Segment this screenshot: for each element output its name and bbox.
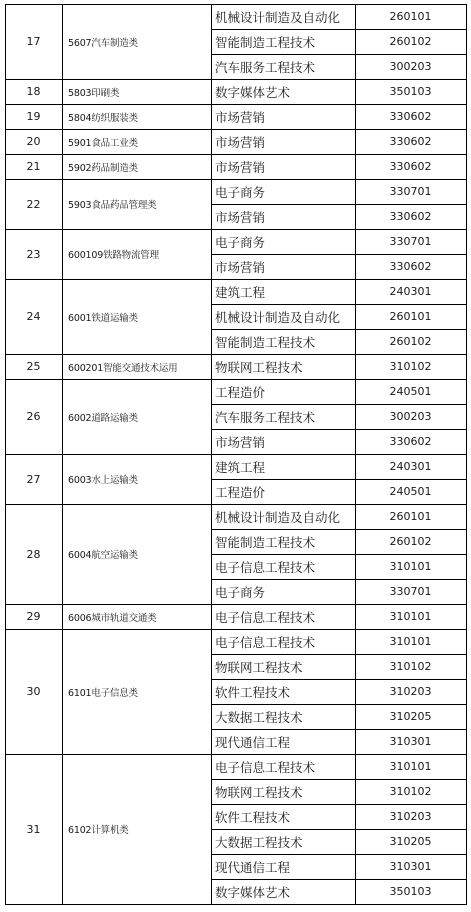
category-name: 600109铁路物流管理 <box>68 250 159 261</box>
major-code: 330602 <box>389 210 432 223</box>
table-bottom-border <box>5 904 467 905</box>
row-number: 31 <box>26 822 41 836</box>
row-number: 21 <box>26 160 41 173</box>
major-name: 机械设计制造及自动化 <box>215 309 341 325</box>
major-code: 300203 <box>389 60 432 73</box>
major-name: 汽车服务工程技术 <box>215 409 316 425</box>
column-divider <box>466 4 467 905</box>
group-divider <box>5 129 467 130</box>
major-code: 350103 <box>389 885 432 898</box>
major-name: 电子信息工程技术 <box>215 559 316 575</box>
category-name: 5803印刷类 <box>68 87 120 99</box>
major-name: 现代通信工程 <box>215 859 291 875</box>
major-code: 330701 <box>389 185 432 198</box>
major-name: 智能制造工程技术 <box>215 34 316 50</box>
row-divider <box>211 254 467 255</box>
category-name: 6101电子信息类 <box>68 687 138 699</box>
row-divider <box>211 479 467 480</box>
row-divider <box>211 779 467 780</box>
major-code: 260101 <box>389 310 432 323</box>
major-code: 330701 <box>389 235 432 248</box>
category-name: 5607汽车制造类 <box>68 37 138 49</box>
major-code: 310101 <box>389 610 432 623</box>
major-code: 310205 <box>389 710 432 723</box>
major-name: 软件工程技术 <box>215 809 291 825</box>
group-divider <box>5 229 467 230</box>
major-code: 330602 <box>389 160 432 173</box>
major-name: 市场营销 <box>215 109 266 125</box>
row-divider <box>211 429 467 430</box>
group-divider <box>5 4 467 5</box>
major-name: 市场营销 <box>215 209 266 225</box>
major-name: 物联网工程技术 <box>215 659 303 675</box>
major-code: 240501 <box>389 485 432 498</box>
category-name: 600201智能交通技术运用 <box>68 362 178 374</box>
row-divider <box>211 404 467 405</box>
group-divider <box>5 454 467 455</box>
group-divider <box>5 629 467 630</box>
category-name: 6102计算机类 <box>68 825 129 836</box>
column-divider <box>211 4 212 905</box>
row-divider <box>211 804 467 805</box>
row-number: 19 <box>26 110 41 123</box>
row-number: 22 <box>26 197 41 211</box>
category-name: 5804纺织服装类 <box>68 112 138 124</box>
major-code: 330602 <box>389 435 432 448</box>
major-name: 数字媒体艺术 <box>215 884 291 900</box>
major-code: 310203 <box>389 685 432 698</box>
major-code: 260101 <box>389 510 432 523</box>
group-divider <box>5 79 467 80</box>
row-divider <box>211 654 467 655</box>
group-divider <box>5 104 467 105</box>
major-code: 260101 <box>389 10 432 23</box>
column-divider <box>355 4 356 905</box>
row-number: 28 <box>26 547 41 561</box>
major-code: 260102 <box>389 35 432 48</box>
major-name: 智能制造工程技术 <box>215 334 316 350</box>
major-name: 市场营销 <box>215 134 266 150</box>
column-divider <box>62 4 63 905</box>
group-divider <box>5 504 467 505</box>
category-name: 6006城市轨道交通类 <box>68 612 157 624</box>
major-name: 电子信息工程技术 <box>215 759 316 775</box>
major-code: 310203 <box>389 810 432 823</box>
category-name: 6004航空运输类 <box>68 550 138 561</box>
major-name: 汽车服务工程技术 <box>215 59 316 75</box>
row-number: 20 <box>26 135 41 148</box>
major-name: 市场营销 <box>215 159 266 175</box>
row-divider <box>211 329 467 330</box>
major-code: 310102 <box>389 360 432 373</box>
group-divider <box>5 604 467 605</box>
major-name: 物联网工程技术 <box>215 359 303 375</box>
major-name: 大数据工程技术 <box>215 834 303 850</box>
major-name: 电子信息工程技术 <box>215 609 316 625</box>
major-code: 330602 <box>389 260 432 273</box>
row-divider <box>211 704 467 705</box>
row-divider <box>211 54 467 55</box>
major-code: 330701 <box>389 585 432 598</box>
group-divider <box>5 154 467 155</box>
row-divider <box>211 29 467 30</box>
major-name: 电子商务 <box>215 584 266 600</box>
major-name: 现代通信工程 <box>215 734 291 750</box>
row-number: 25 <box>26 360 41 373</box>
major-code: 310205 <box>389 835 432 848</box>
row-number: 30 <box>26 685 41 698</box>
category-name: 5903食品药品管理类 <box>68 200 157 211</box>
major-code: 260102 <box>389 335 432 348</box>
row-number: 23 <box>26 247 41 261</box>
major-code: 330602 <box>389 135 432 148</box>
group-divider <box>5 179 467 180</box>
major-name: 工程造价 <box>215 384 266 400</box>
major-code: 240301 <box>389 460 432 473</box>
major-name: 物联网工程技术 <box>215 784 303 800</box>
row-divider <box>211 529 467 530</box>
major-code: 310102 <box>389 785 432 798</box>
row-divider <box>211 579 467 580</box>
column-divider <box>5 4 6 905</box>
major-name: 建筑工程 <box>215 459 266 475</box>
row-divider <box>211 879 467 880</box>
major-code: 310102 <box>389 660 432 673</box>
major-code: 300203 <box>389 410 432 423</box>
category-name: 6001铁道运输类 <box>68 312 138 324</box>
major-name: 软件工程技术 <box>215 684 291 700</box>
row-number: 17 <box>26 35 41 48</box>
major-code: 240501 <box>389 385 432 398</box>
major-name: 大数据工程技术 <box>215 709 303 725</box>
row-number: 26 <box>26 410 41 423</box>
group-divider <box>5 754 467 755</box>
major-code: 310101 <box>389 760 432 773</box>
row-number: 24 <box>26 310 41 323</box>
major-name: 智能制造工程技术 <box>215 534 316 550</box>
group-divider <box>5 354 467 355</box>
category-name: 6003水上运输类 <box>68 475 138 486</box>
row-divider <box>211 204 467 205</box>
major-name: 电子信息工程技术 <box>215 634 316 650</box>
major-name: 数字媒体艺术 <box>215 84 291 100</box>
major-name: 建筑工程 <box>215 284 266 300</box>
major-code: 310101 <box>389 560 432 573</box>
major-code: 350103 <box>389 85 432 98</box>
major-code: 240301 <box>389 285 432 298</box>
major-name: 机械设计制造及自动化 <box>215 509 341 525</box>
category-name: 5901食品工业类 <box>68 137 138 149</box>
row-divider <box>211 554 467 555</box>
row-number: 18 <box>26 85 41 98</box>
row-number: 27 <box>26 472 41 486</box>
major-code: 310301 <box>389 860 432 873</box>
major-code: 260102 <box>389 535 432 548</box>
row-number: 29 <box>26 610 41 623</box>
major-name: 电子商务 <box>215 184 266 200</box>
row-divider <box>211 679 467 680</box>
row-divider <box>211 729 467 730</box>
major-name: 机械设计制造及自动化 <box>215 9 341 25</box>
row-divider <box>211 854 467 855</box>
group-divider <box>5 379 467 380</box>
category-name: 5902药品制造类 <box>68 162 138 174</box>
major-code: 310101 <box>389 635 432 648</box>
group-divider <box>5 279 467 280</box>
major-code: 310301 <box>389 735 432 748</box>
row-divider <box>211 829 467 830</box>
major-code: 330602 <box>389 110 432 123</box>
major-name: 工程造价 <box>215 484 266 500</box>
major-name: 市场营销 <box>215 434 266 450</box>
row-divider <box>211 304 467 305</box>
major-name: 市场营销 <box>215 259 266 275</box>
major-name: 电子商务 <box>215 234 266 250</box>
category-name: 6002道路运输类 <box>68 412 138 424</box>
